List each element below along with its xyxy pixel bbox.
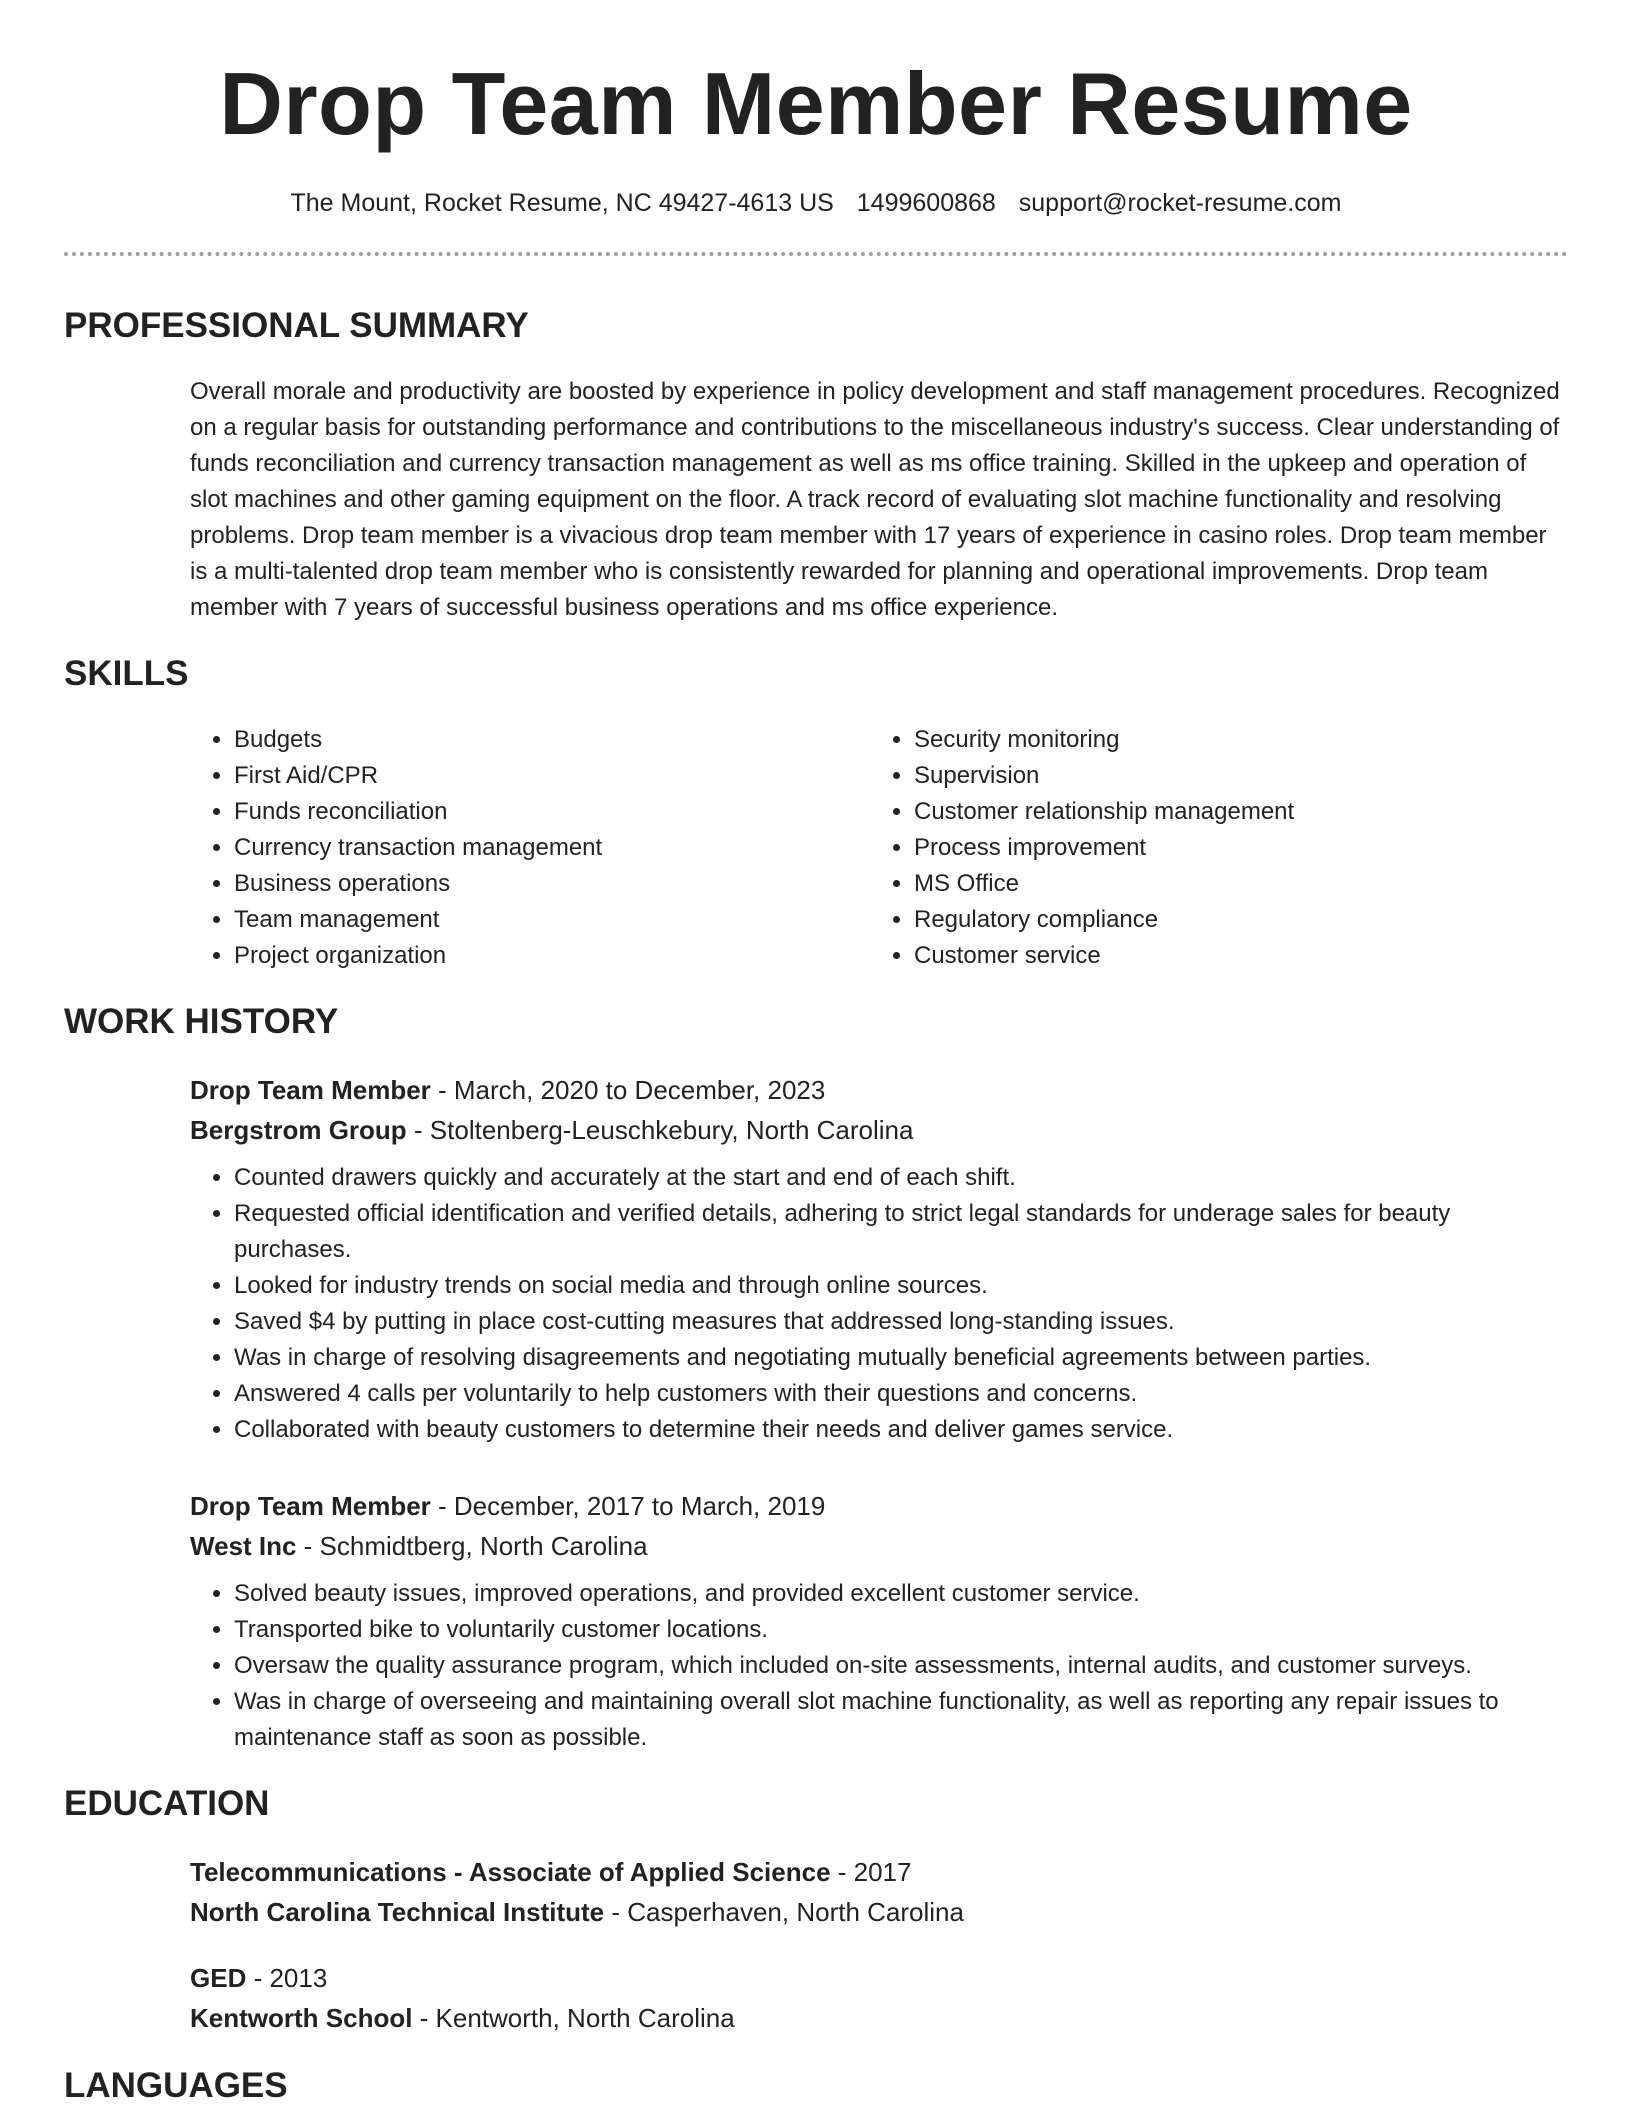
work-history-section [0, 1000, 1632, 1756]
job-title: Drop Team Member [190, 1491, 431, 1521]
skill-item: • Customer relationship management [914, 794, 1550, 830]
skill-item: • Team management [234, 902, 870, 938]
job-company: Bergstrom Group [190, 1115, 407, 1145]
school: North Carolina Technical Institute [190, 1897, 605, 1927]
contact-email: support@rocket-resume.com [1018, 189, 1342, 217]
contact-line [0, 186, 1632, 220]
education-entry [190, 1958, 1566, 2038]
resume-title: Drop Team Member Resume [219, 54, 1413, 153]
skills-list-left [190, 722, 870, 974]
languages-section [0, 2064, 1632, 2108]
job-bullet: • Was in charge of overseeing and maintaining overall slot machine functionality, as well as reporting any repair issues to maintenance staff as soon as possible. [234, 1684, 1566, 1756]
education-heading: EDUCATION [64, 1784, 270, 1823]
education-entry [190, 1852, 1566, 1932]
job-bullet: • Counted drawers quickly and accurately at the start and end of each shift. [234, 1160, 1566, 1196]
job-dates: - March, 2020 to December, 2023 [430, 1075, 826, 1105]
skills-list-right [870, 722, 1550, 974]
job-title: Drop Team Member [190, 1075, 431, 1105]
skill-item: • Process improvement [914, 830, 1550, 866]
skill-item: • First Aid/CPR [234, 758, 870, 794]
job-company-line [190, 1110, 1566, 1150]
degree: Telecommunications - Associate of Applied Science [190, 1857, 831, 1887]
job-bullet: • Looked for industry trends on social media and through online sources. [234, 1268, 1566, 1304]
skill-item: • Budgets [234, 722, 870, 758]
job-entry [190, 1070, 1566, 1448]
job-bullet: • Saved $4 by putting in place cost-cutting measures that addressed long-standing issues. [234, 1304, 1566, 1340]
job-entry [190, 1486, 1566, 1756]
school-location: - Casperhaven, North Carolina [604, 1897, 964, 1927]
header-divider [64, 252, 1568, 256]
job-company-line [190, 1526, 1566, 1566]
summary-heading: PROFESSIONAL SUMMARY [64, 306, 529, 345]
job-bullet: • Was in charge of resolving disagreements and negotiating mutually beneficial agreements between parties. [234, 1340, 1566, 1376]
skills-columns [190, 722, 1566, 974]
job-title-line [190, 1486, 1566, 1526]
job-location: - Schmidtberg, North Carolina [296, 1531, 648, 1561]
job-bullet: • Collaborated with beauty customers to determine their needs and deliver games service. [234, 1412, 1566, 1448]
skill-item: • Funds reconciliation [234, 794, 870, 830]
skills-heading: SKILLS [64, 654, 189, 693]
school: Kentworth School [190, 2003, 413, 2033]
job-bullet: • Oversaw the quality assurance program, which included on-site assessments, internal audits, and customer surveys. [234, 1648, 1566, 1684]
school-line [190, 1998, 1566, 2038]
job-bullets [190, 1160, 1566, 1448]
degree-year: - 2013 [246, 1963, 328, 1993]
work-history-heading: WORK HISTORY [64, 1002, 339, 1041]
skill-item: • MS Office [914, 866, 1550, 902]
job-bullet: • Requested official identification and verified details, adhering to strict legal standards for underage sales for beauty purchases. [234, 1196, 1566, 1268]
skill-item: • Project organization [234, 938, 870, 974]
skill-item: • Supervision [914, 758, 1550, 794]
skill-item: • Security monitoring [914, 722, 1550, 758]
skill-item: • Currency transaction management [234, 830, 870, 866]
school-line [190, 1892, 1566, 1932]
degree-line [190, 1958, 1566, 1998]
summary-text: Overall morale and productivity are boosted by experience in policy development and staff management procedures. Recognized on a regular basis for outstanding performance and contributions to the miscellaneous industry's success. Clear understanding of funds reconciliation and currency transaction management as well as ms office training. Skilled in the upkeep and operation of slot machines and other gaming equipment on the floor. A track record of evaluating slot machine functionality and resolving problems. Drop team member is a vivacious drop team member with 17 years of experience in casino roles. Drop team member is a multi-talented drop team member who is consistently rewarded for planning and operational improvements. Drop team member with 7 years of successful business operations and ms office experience. [190, 378, 1560, 621]
summary-section [0, 304, 1632, 626]
degree-year: - 2017 [830, 1857, 912, 1887]
skill-item: • Regulatory compliance [914, 902, 1550, 938]
skill-item: • Customer service [914, 938, 1550, 974]
contact-address: The Mount, Rocket Resume, NC 49427-4613 US [290, 189, 834, 217]
degree: GED [190, 1963, 247, 1993]
languages-heading: LANGUAGES [64, 2066, 288, 2105]
education-section [0, 1782, 1632, 2038]
job-title-line [190, 1070, 1566, 1110]
job-dates: - December, 2017 to March, 2019 [430, 1491, 826, 1521]
job-company: West Inc [190, 1531, 297, 1561]
skills-section [0, 652, 1632, 974]
degree-line [190, 1852, 1566, 1892]
job-bullet: • Solved beauty issues, improved operations, and provided excellent customer service. [234, 1576, 1566, 1612]
job-bullets [190, 1576, 1566, 1756]
school-location: - Kentworth, North Carolina [412, 2003, 735, 2033]
job-bullet: • Transported bike to voluntarily customer locations. [234, 1612, 1566, 1648]
job-bullet: • Answered 4 calls per voluntarily to help customers with their questions and concerns. [234, 1376, 1566, 1412]
contact-phone: 1499600868 [856, 189, 996, 217]
skill-item: • Business operations [234, 866, 870, 902]
job-location: - Stoltenberg-Leuschkebury, North Carolina [406, 1115, 914, 1145]
